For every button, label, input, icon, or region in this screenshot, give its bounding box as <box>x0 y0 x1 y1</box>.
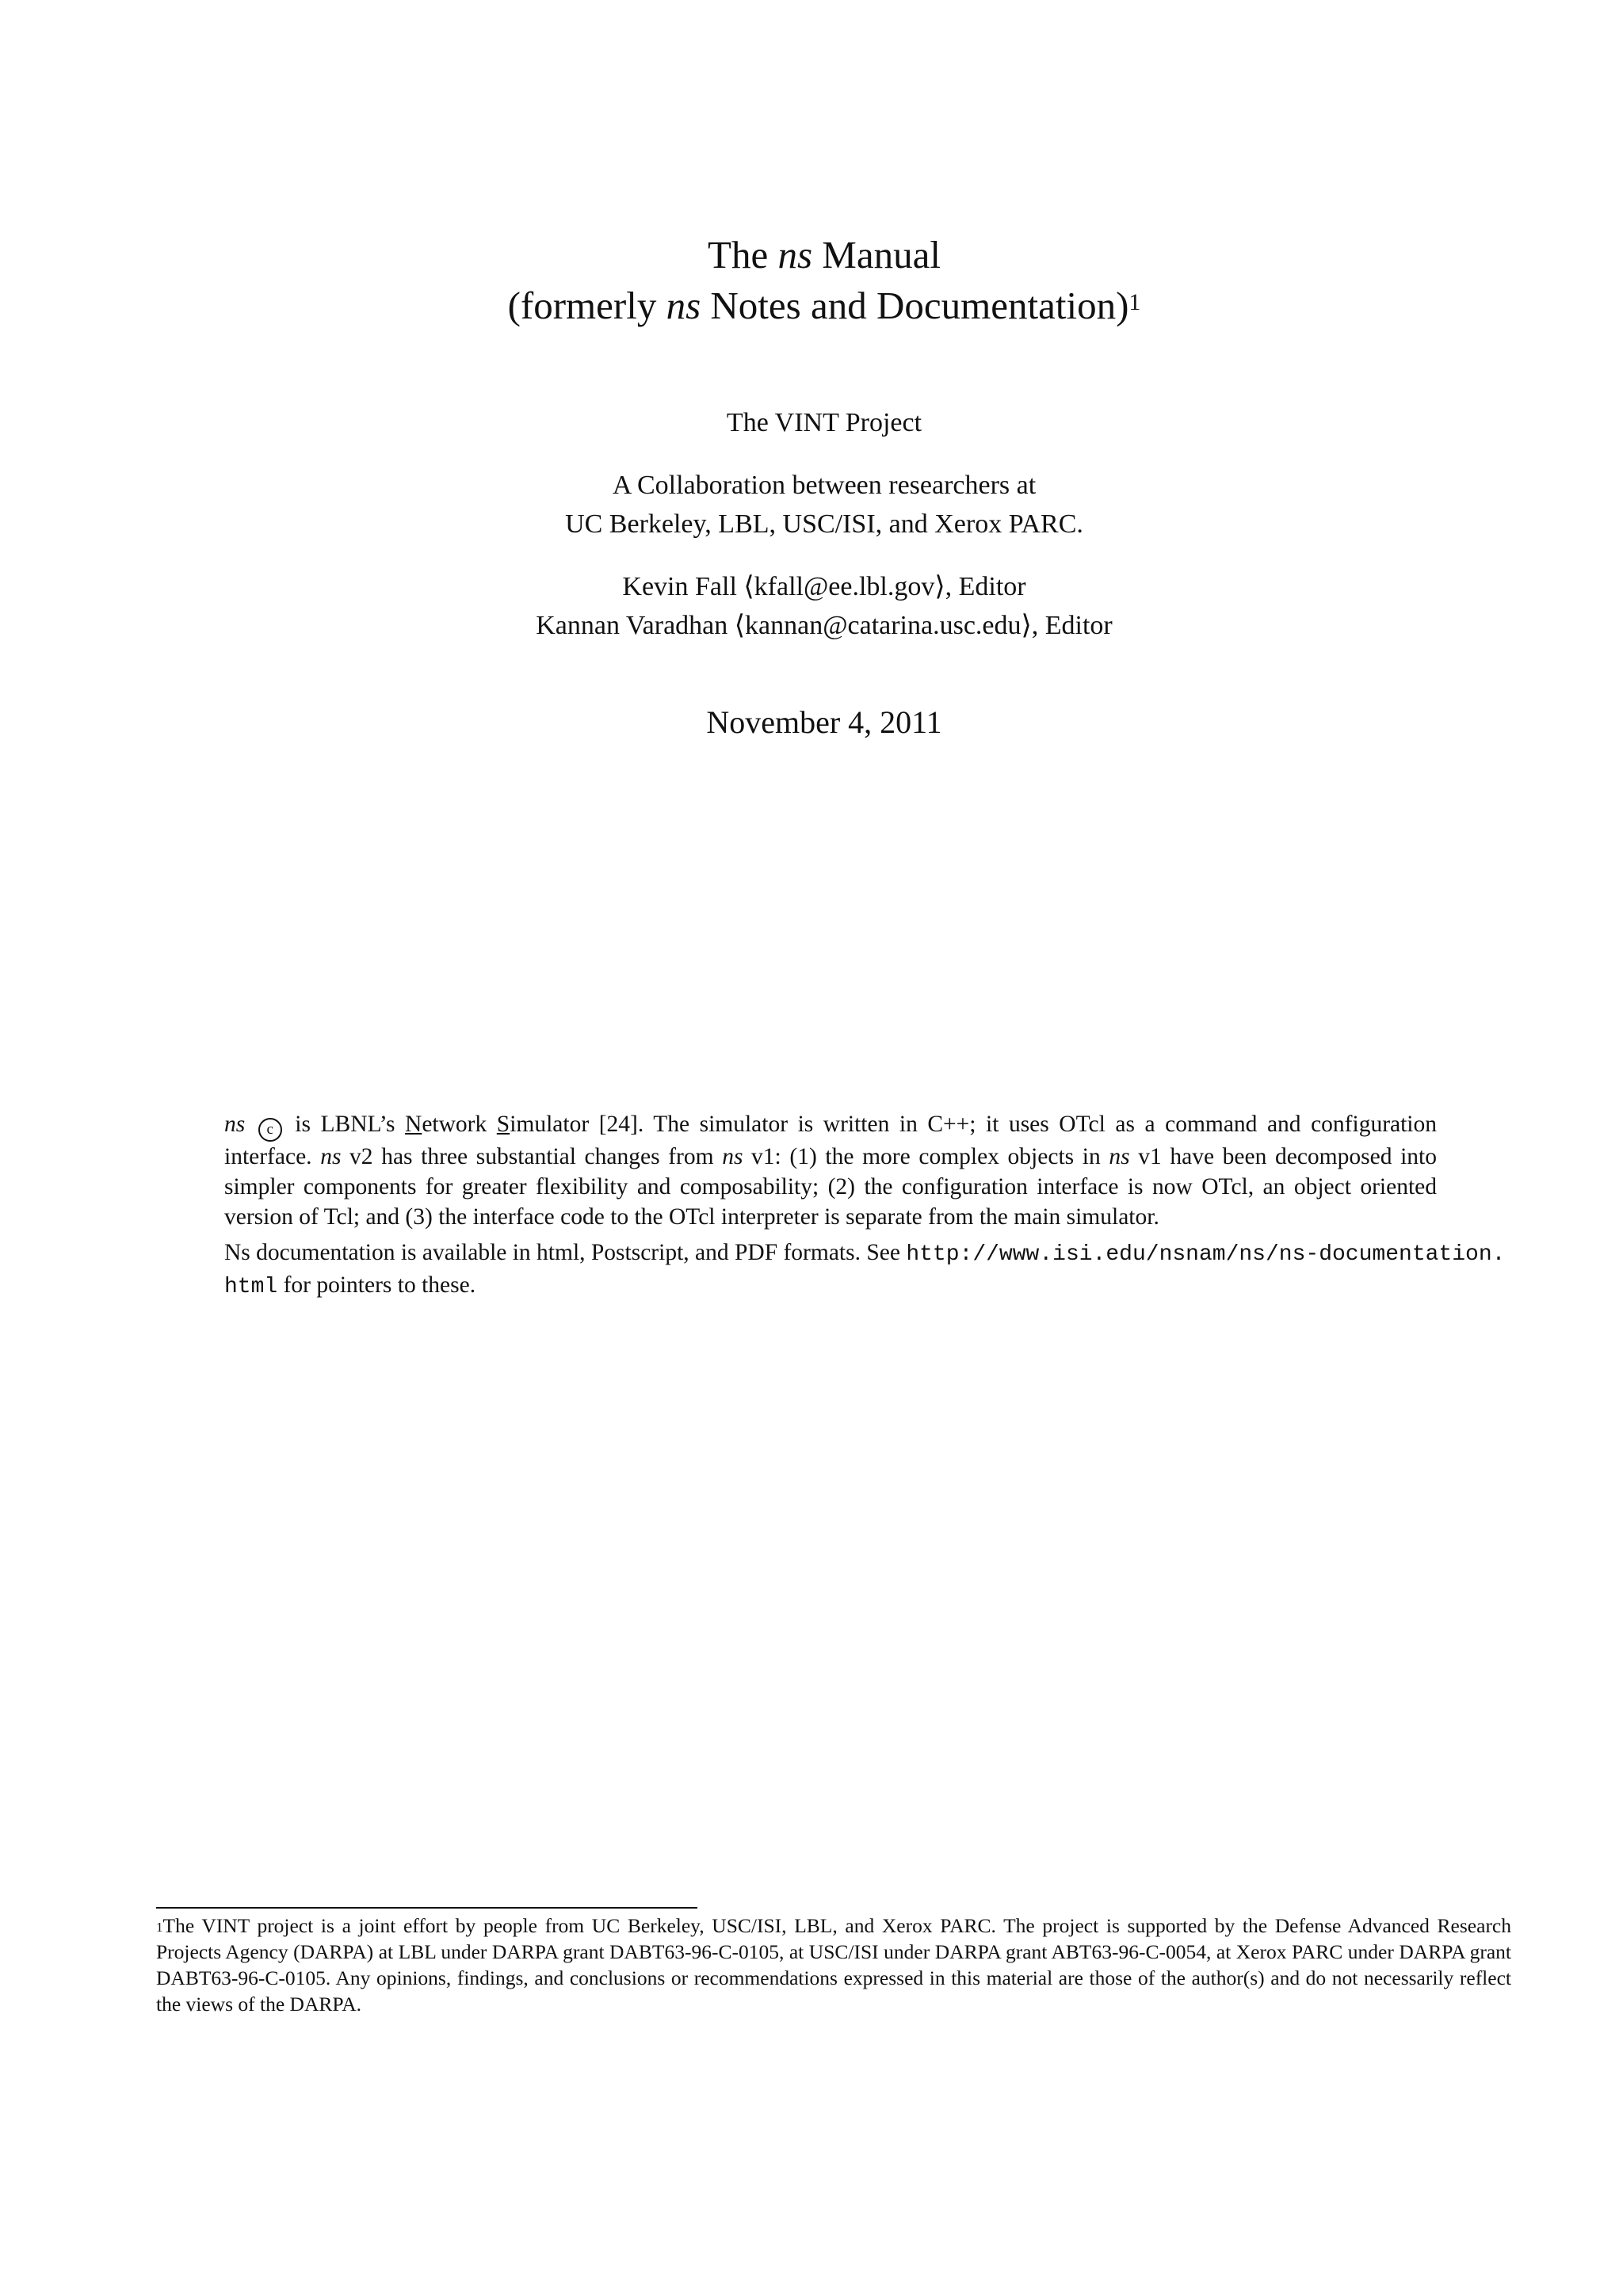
title-text: Manual <box>812 233 941 277</box>
documentation-url[interactable]: http://www.isi.edu/nsnam/ns/ns-documentation. <box>906 1242 1506 1267</box>
footnote-number: 1 <box>156 1920 163 1935</box>
title-line-2 <box>0 282 1623 330</box>
footnote-text: The VINT project is a joint effort by people from UC Berkeley, USC/ISI, LBL, and Xerox PARC. The project is supported by the Defense Advanced Research Projects Agency (DARPA) at LBL under DARPA grant DABT63-96-C-0105, at USC/ISI under DARPA grant ABT63-96-C-0054, at Xerox PARC under DARPA grant DABT63-96-C-0105. Any opinions, findings, and conclusions or recommendations expressed in this material are those of the author(s) and do not necessarily reflect the views of the DARPA. <box>156 1914 1511 2016</box>
title-ns: ns <box>777 233 813 277</box>
abstract-text: for pointers to these. <box>277 1272 476 1298</box>
abstract-text: Ns documentation is available in html, Postscript, and PDF formats. See <box>224 1240 907 1265</box>
ns-term: ns <box>320 1144 342 1169</box>
collaboration-line-1: A Collaboration between researchers at <box>612 471 1037 500</box>
project-name: The VINT Project <box>726 408 922 437</box>
footnote <box>156 1913 1511 2017</box>
ns-term: ns <box>722 1144 743 1169</box>
abstract-text: is LBNL’s <box>285 1112 406 1137</box>
abstract-text: imulator [24]. The simulator is written in C++; it uses OTcl as a command and configuration interface. <box>224 1112 1438 1169</box>
ns-term: ns <box>1109 1144 1130 1169</box>
copyright-icon: c <box>258 1118 282 1142</box>
subtitle-text: Notes and Documentation) <box>701 284 1129 327</box>
abstract-paragraph-1 <box>224 1109 1437 1232</box>
abstract-text: v1: (1) the more complex objects in <box>743 1144 1109 1169</box>
ns-term: ns <box>224 1112 246 1137</box>
abstract-text: etwork <box>422 1112 497 1137</box>
title-text: The <box>708 233 778 277</box>
network-initial: N <box>405 1112 422 1137</box>
footnote-mark: 1 <box>1128 289 1141 315</box>
documentation-url-continued[interactable]: html <box>224 1275 278 1299</box>
title-line-1 <box>0 231 1623 279</box>
editor-line-2: Kannan Varadhan ⟨kannan@catarina.usc.edu⟩, Editor <box>536 611 1113 640</box>
simulator-initial: S <box>496 1112 510 1137</box>
subtitle-ns: ns <box>666 284 701 327</box>
editor-line-1: Kevin Fall ⟨kfall@ee.lbl.gov⟩, Editor <box>622 572 1026 601</box>
abstract-text: v1 have been decomposed into simpler components for greater flexibility and composability; (2) the configuration interface is now OTcl, an object oriented version of Tcl; and (3) the interface code to the OTcl interpreter is separate from the main simulator. <box>224 1144 1437 1230</box>
footnote-divider <box>156 1907 697 1909</box>
abstract-paragraph-2 <box>224 1238 1603 1302</box>
subtitle-text: (formerly <box>507 284 666 327</box>
abstract-text: v2 has three substantial changes from <box>341 1144 723 1169</box>
publication-date: November 4, 2011 <box>706 704 942 740</box>
collaboration-line-2: UC Berkeley, LBL, USC/ISI, and Xerox PARC. <box>565 509 1083 539</box>
